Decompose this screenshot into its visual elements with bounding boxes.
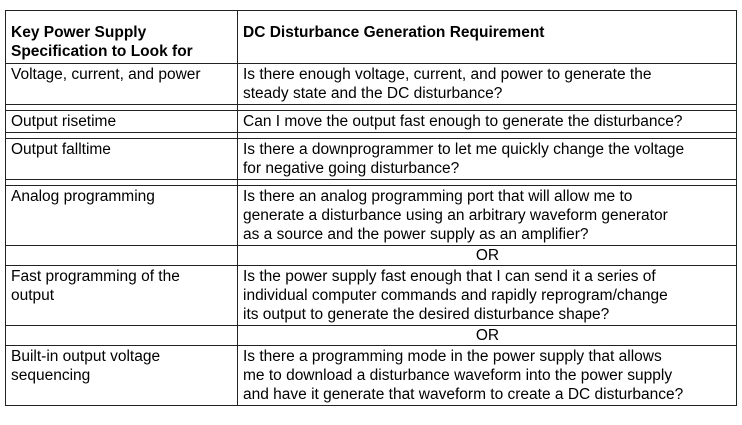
- requirement-cell: Is there enough voltage, current, and power to generate the steady state and the DC disturbance?: [238, 64, 737, 105]
- empty-cell: [6, 326, 238, 346]
- requirement-cell: Is there a programming mode in the power supply that allows me to download a disturbance waveform into the power supply and have it generate that waveform to create a DC disturbance?: [238, 346, 737, 406]
- spec-cell: Analog programming: [6, 186, 238, 246]
- requirement-cell: Is there a downprogrammer to let me quickly change the voltage for negative going disturbance?: [238, 139, 737, 180]
- spec-cell: Voltage, current, and power: [6, 64, 238, 105]
- table-row: [6, 139, 737, 180]
- table-row: [6, 346, 737, 406]
- table-row: [6, 111, 737, 133]
- empty-cell: [6, 246, 238, 266]
- spec-cell: Output risetime: [6, 111, 238, 133]
- table-row: [6, 266, 737, 326]
- or-row: [6, 326, 737, 346]
- or-label: OR: [238, 326, 737, 346]
- requirement-cell: Is there an analog programming port that will allow me to generate a disturbance using an arbitrary waveform generator as a source and the power supply as an amplifier?: [238, 186, 737, 246]
- table-row: [6, 186, 737, 246]
- power-supply-spec-table: [5, 10, 737, 406]
- requirement-cell: Is the power supply fast enough that I can send it a series of individual computer commands and rapidly reprogram/change its output to generate the desired disturbance shape?: [238, 266, 737, 326]
- or-label: OR: [238, 246, 737, 266]
- spec-cell: Fast programming of the output: [6, 266, 238, 326]
- header-key-spec: Key Power Supply Specification to Look for: [6, 11, 238, 64]
- spec-cell: Output falltime: [6, 139, 238, 180]
- table-header-row: [6, 11, 737, 64]
- requirement-cell: Can I move the output fast enough to generate the disturbance?: [238, 111, 737, 133]
- header-dc-requirement: DC Disturbance Generation Requirement: [238, 11, 737, 64]
- spec-cell: Built-in output voltage sequencing: [6, 346, 238, 406]
- or-row: [6, 246, 737, 266]
- table-row: [6, 64, 737, 105]
